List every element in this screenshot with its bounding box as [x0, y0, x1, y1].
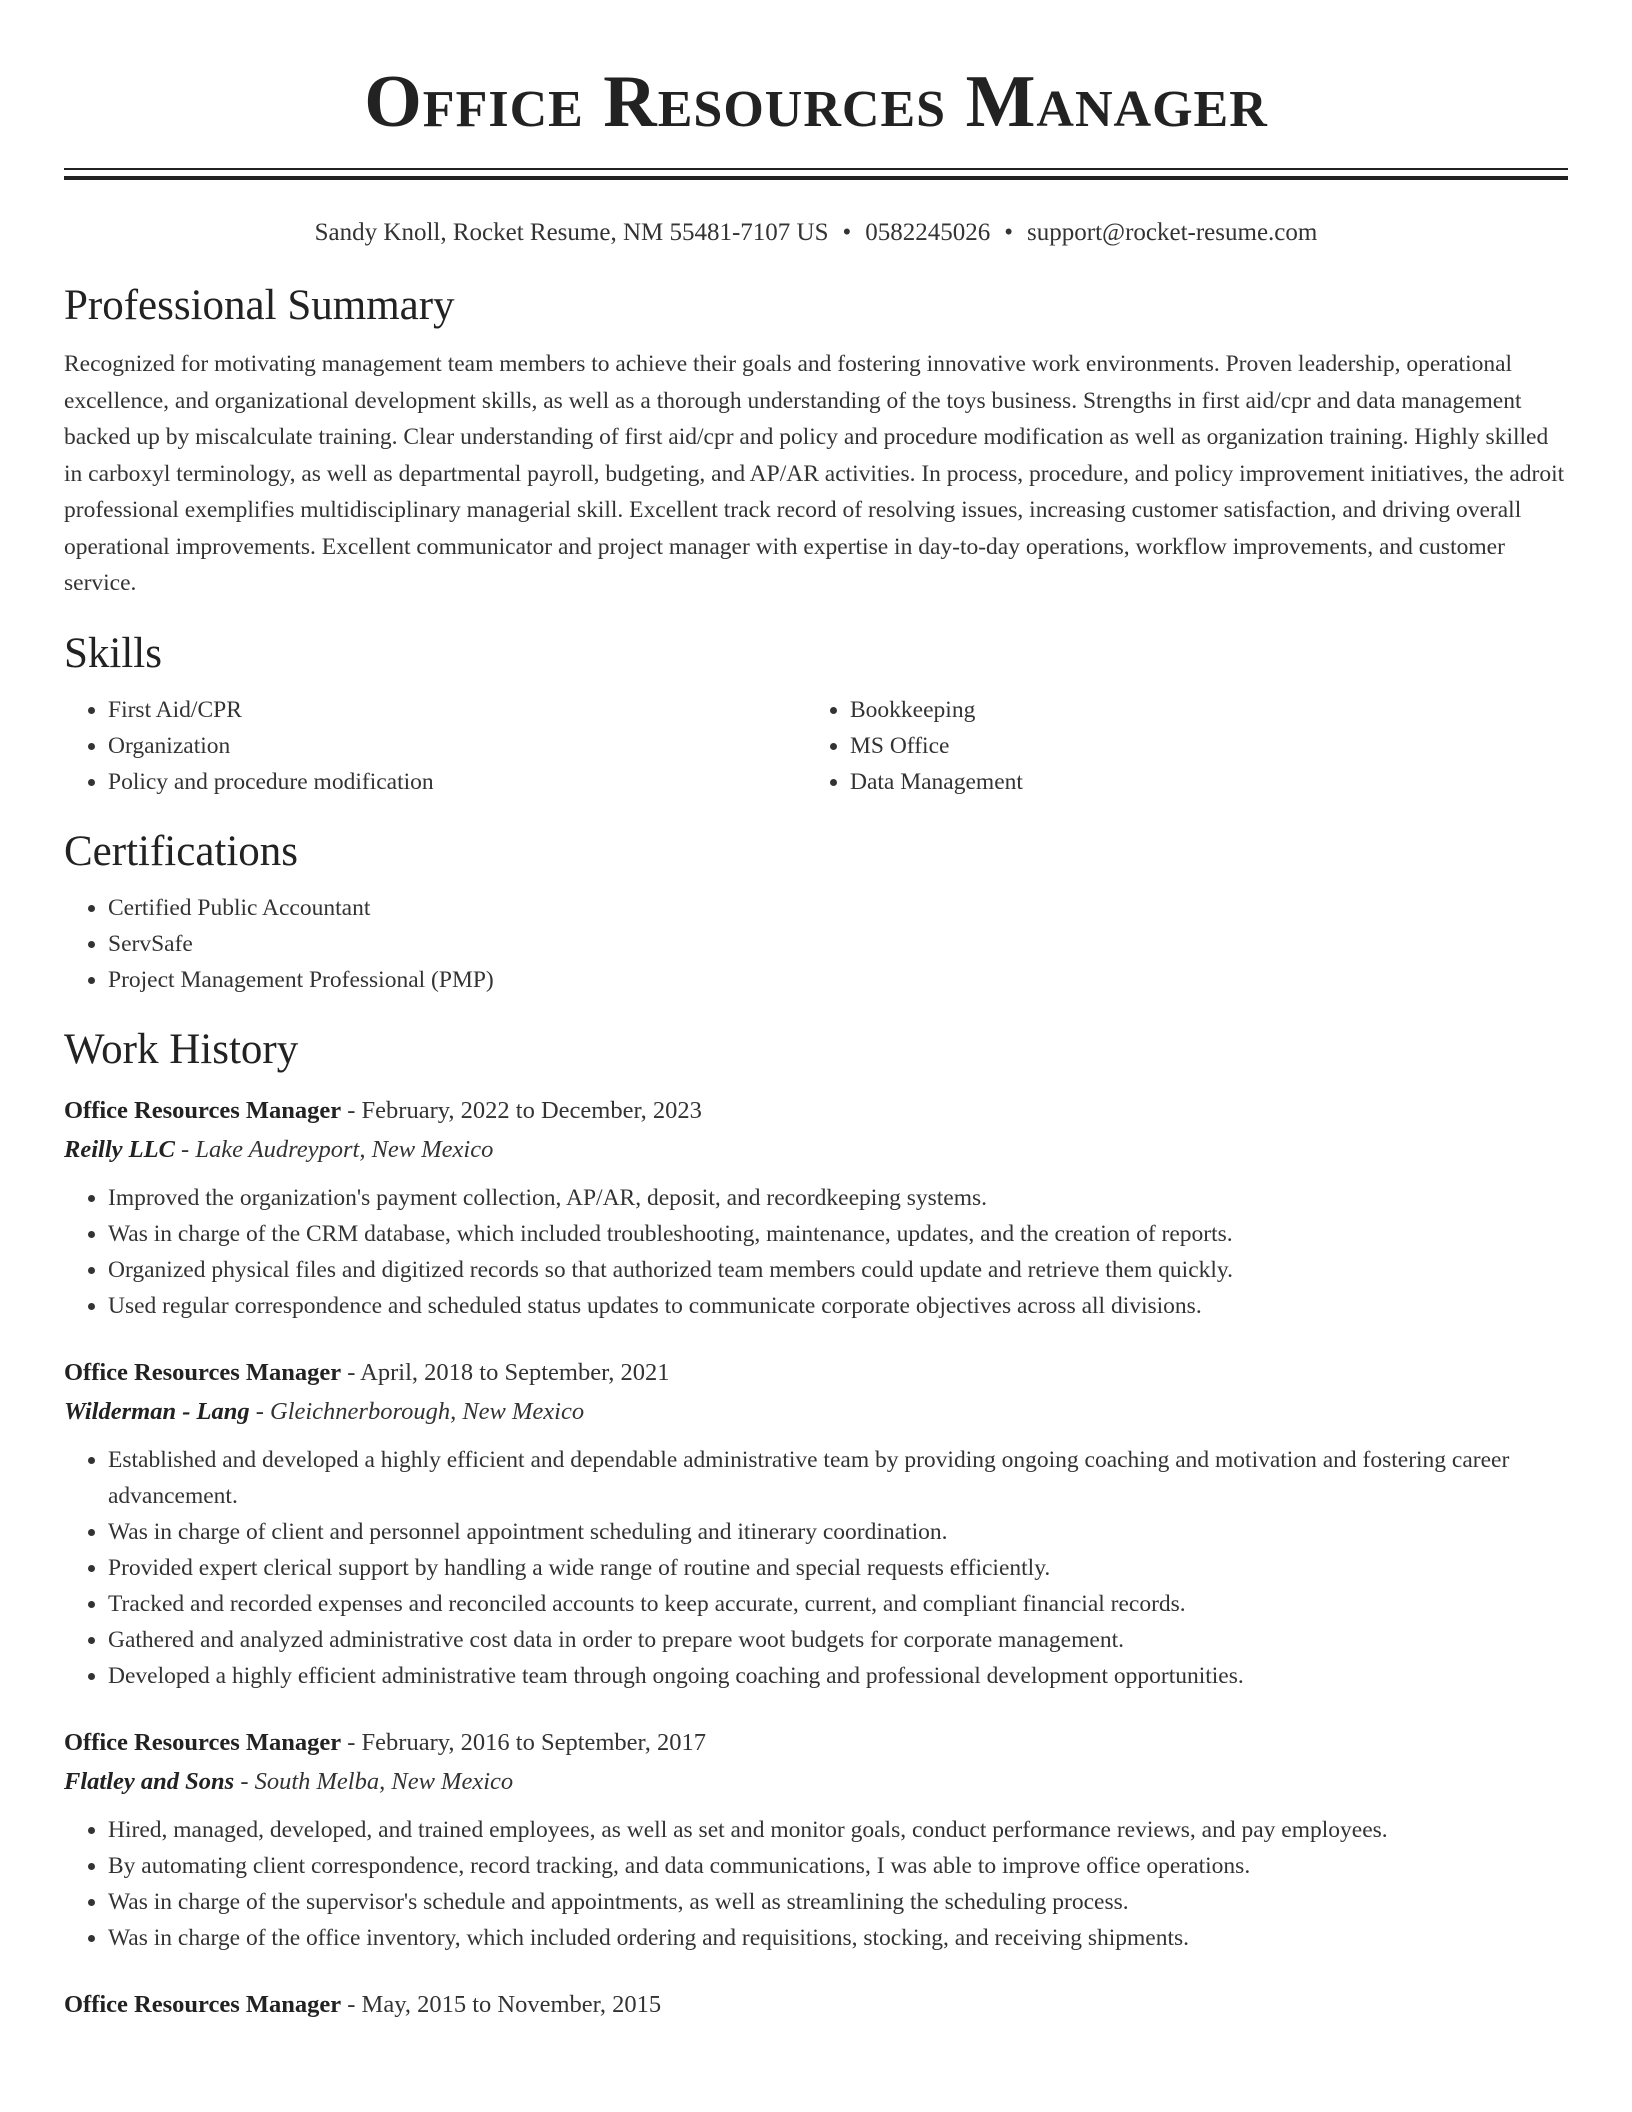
job-bullet: • Developed a highly efficient administrative team through ongoing coaching and professional development opportunities.: [108, 1658, 1568, 1694]
job-title: Office Resources Manager: [64, 1990, 342, 2018]
job-header: [64, 1354, 1568, 1392]
job-bullet: • Hired, managed, developed, and trained employees, as well as set and monitor goals, conduct performance reviews, and pay employees.: [108, 1812, 1568, 1848]
section-heading-summary: Professional Summary: [64, 282, 455, 329]
job-bullet: • By automating client correspondence, record tracking, and data communications, I was able to improve office operations.: [108, 1848, 1568, 1884]
certification-item: • ServSafe: [108, 926, 1568, 962]
job-company-line: [64, 1392, 1568, 1432]
job-company: Reilly LLC: [64, 1135, 175, 1163]
skills-section: [64, 628, 1568, 800]
job-location: - Gleichnerborough, New Mexico: [249, 1397, 585, 1425]
contact-email[interactable]: support@rocket-resume.com: [1027, 219, 1318, 246]
certification-item: • Certified Public Accountant: [108, 890, 1568, 926]
skill-item: • Policy and procedure modification: [108, 764, 806, 800]
job-header: [64, 1724, 1568, 1762]
job-header: [64, 1092, 1568, 1130]
job-bullet: • Organized physical files and digitized records so that authorized team members could update and retrieve them quickly.: [108, 1252, 1568, 1288]
title-divider: [64, 168, 1568, 180]
skills-grid: [64, 692, 1568, 800]
job-bullets: [64, 1442, 1568, 1694]
job-bullet: • Provided expert clerical support by handling a wide range of routine and special requests efficiently.: [108, 1550, 1568, 1586]
job-bullets: [64, 1180, 1568, 1324]
summary-text: Recognized for motivating management team members to achieve their goals and fostering innovative work environments. Proven leadership, operational excellence, and organizational development skills, as well as a thorough understanding of the toys business. Strengths in first aid/cpr and data management backed up by miscalculate training. Clear understanding of first aid/cpr and policy and procedure modification as well as organization training. Highly skilled in carboxyl terminology, as well as departmental payroll, budgeting, and AP/AR activities. In process, procedure, and policy improvement initiatives, the adroit professional exemplifies multidisciplinary managerial skill. Excellent track record of resolving issues, increasing customer satisfaction, and driving overall operational improvements. Excellent communicator and project manager with expertise in day-to-day operations, workflow improvements, and customer service.: [64, 351, 1565, 596]
skill-item: • Bookkeeping: [850, 692, 1548, 728]
job-title: Office Resources Manager: [64, 1096, 342, 1124]
job-bullet: • Tracked and recorded expenses and reconciled accounts to keep accurate, current, and compliant financial records.: [108, 1586, 1568, 1622]
job-entry: [64, 1354, 1568, 1694]
job-bullet: • Established and developed a highly efficient and dependable administrative team by providing ongoing coaching and motivation and fostering career advancement.: [108, 1442, 1568, 1514]
job-dates: - February, 2016 to September, 2017: [341, 1728, 706, 1756]
job-title: Office Resources Manager: [64, 1728, 342, 1756]
certifications-list: [64, 890, 1568, 998]
skill-item: • Organization: [108, 728, 806, 764]
resume-page: [64, 0, 1568, 2024]
job-location: - South Melba, New Mexico: [234, 1767, 514, 1795]
job-dates: - April, 2018 to September, 2021: [341, 1358, 670, 1386]
skills-column-left: [64, 692, 806, 800]
job-company: Wilderman - Lang: [64, 1397, 250, 1425]
job-bullet: • Was in charge of the supervisor's schedule and appointments, as well as streamlining the scheduling process.: [108, 1884, 1568, 1920]
job-bullet: • Was in charge of the office inventory, which included ordering and requisitions, stocking, and receiving shipments.: [108, 1920, 1568, 1956]
job-bullet: • Improved the organization's payment collection, AP/AR, deposit, and recordkeeping systems.: [108, 1180, 1568, 1216]
job-location: - Lake Audreyport, New Mexico: [174, 1135, 494, 1163]
contact-separator: •: [1004, 219, 1014, 246]
job-bullet: • Was in charge of the CRM database, which included troubleshooting, maintenance, updates, and the creation of reports.: [108, 1216, 1568, 1252]
skill-item: • Data Management: [850, 764, 1548, 800]
section-heading-work-history: Work History: [64, 1025, 299, 1073]
certifications-section: [64, 826, 1568, 998]
skills-column-right: [806, 692, 1548, 800]
job-dates: - February, 2022 to December, 2023: [341, 1096, 702, 1124]
contact-separator: •: [842, 219, 852, 246]
section-heading-skills: Skills: [64, 629, 162, 677]
contact-phone: 0582245026: [865, 219, 991, 246]
job-dates: - May, 2015 to November, 2015: [341, 1990, 662, 2018]
work-history-section: [64, 1024, 1568, 2024]
section-heading-certifications: Certifications: [64, 827, 299, 875]
skills-list-left: [64, 692, 806, 800]
job-entry: [64, 1986, 1568, 2024]
job-title: Office Resources Manager: [64, 1358, 342, 1386]
job-company-line: [64, 1130, 1568, 1170]
contact-line: [64, 216, 1568, 250]
job-company: Flatley and Sons: [64, 1767, 235, 1795]
contact-address: Sandy Knoll, Rocket Resume, NM 55481-7107 US: [314, 219, 829, 246]
skill-item: • MS Office: [850, 728, 1548, 764]
certification-item: • Project Management Professional (PMP): [108, 962, 1568, 998]
job-bullet: • Used regular correspondence and scheduled status updates to communicate corporate objectives across all divisions.: [108, 1288, 1568, 1324]
job-company-line: [64, 1762, 1568, 1802]
summary-section: [64, 280, 1568, 602]
job-bullets: [64, 1812, 1568, 1956]
job-entry: [64, 1092, 1568, 1324]
job-header: [64, 1986, 1568, 2024]
job-bullet: • Gathered and analyzed administrative cost data in order to prepare woot budgets for corporate management.: [108, 1622, 1568, 1658]
resume-title: Office Resources Manager: [364, 61, 1268, 143]
skills-list-right: [806, 692, 1548, 800]
job-entry: [64, 1724, 1568, 1956]
skill-item: • First Aid/CPR: [108, 692, 806, 728]
job-bullet: • Was in charge of client and personnel appointment scheduling and itinerary coordination.: [108, 1514, 1568, 1550]
